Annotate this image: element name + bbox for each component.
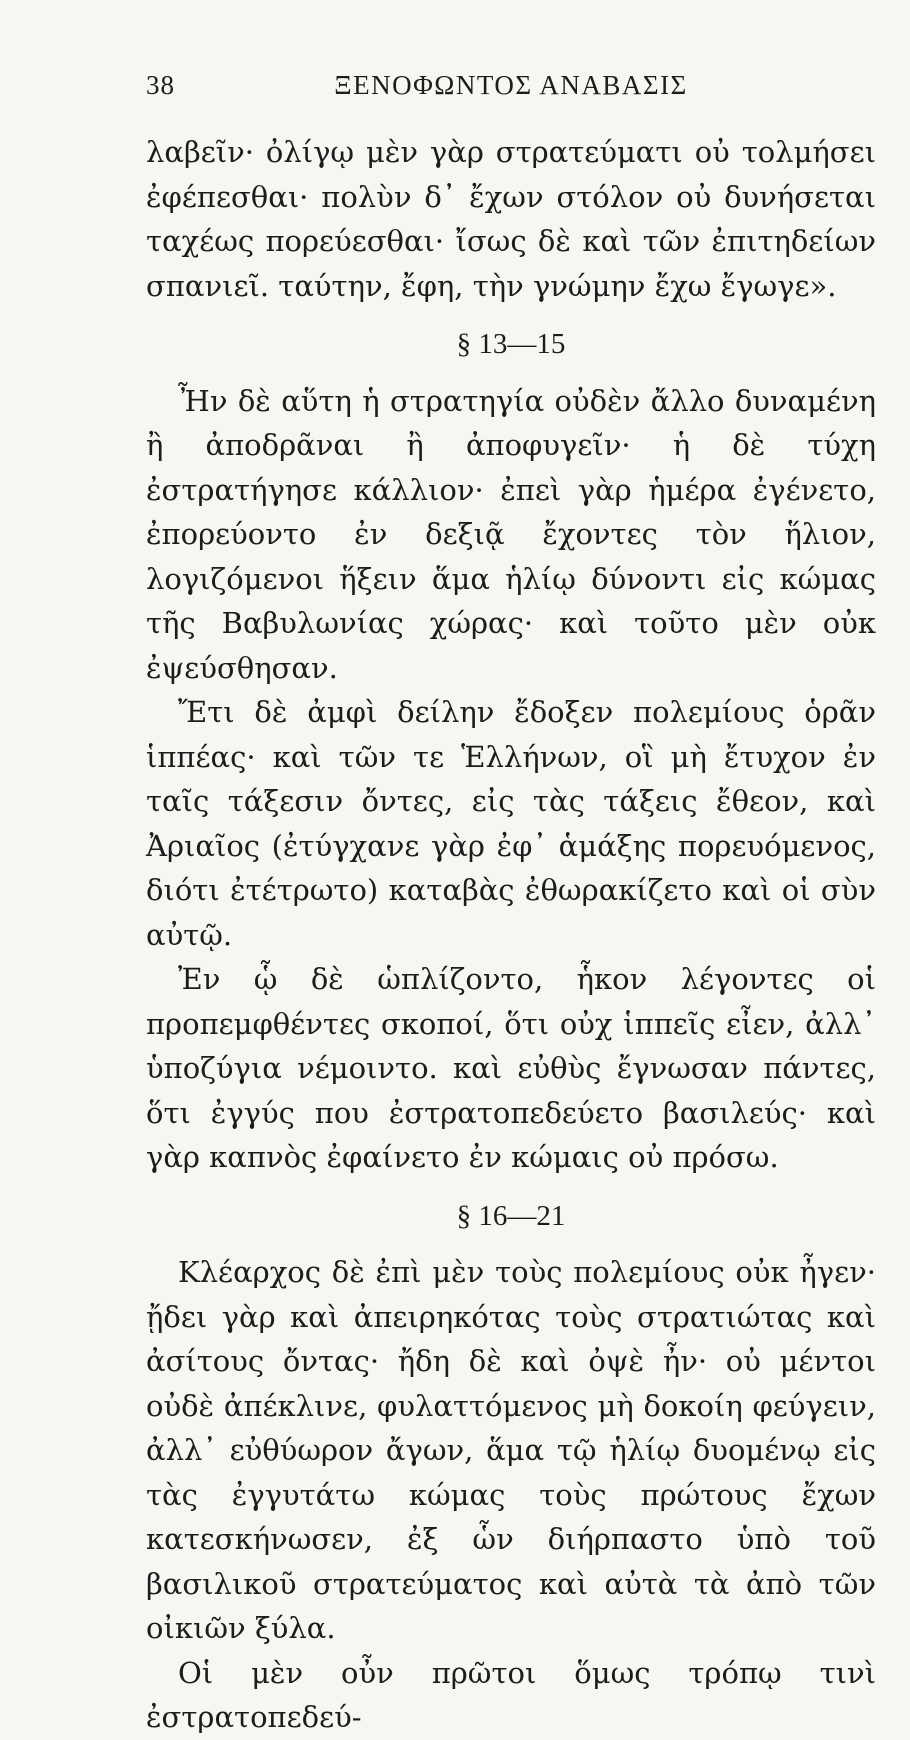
paragraph: λαβεῖν· ὀλίγῳ μὲν γὰρ στρατεύματι οὐ τολμήσει ἐφέπεσθαι· πολὺν δ᾽ ἔχων στόλον οὐ δυνήσεται ταχέως πορεύεσθαι· ἴσως δὲ καὶ τῶν ἐπιτηδείων σπανιεῖ. ταύτην, ἔφη, τὴν γνώμην ἔχω ἔγωγε». — [146, 135, 876, 303]
page-number: 38 — [146, 70, 175, 100]
paragraph: Ἔτι δὲ ἀμφὶ δείλην ἔδοξεν πολεμίους ὁρᾶν ἱππέας· καὶ τῶν τε Ἑλλήνων, οἳ μὴ ἔτυχον ἐν ταῖς τάξεσιν ὄντες, εἰς τὰς τάξεις ἔθεον, καὶ Ἀριαῖος (ἐτύγχανε γὰρ ἐφ᾽ ἁμάξης πορευόμενος, διότι ἐτέτρωτο) καταβὰς ἐθωρακίζετο καὶ οἱ σὺν αὐτῷ. — [146, 695, 876, 952]
running-title: ΞΕΝΟΦΩΝΤΟΣ ΑΝΑΒΑΣΙΣ — [334, 70, 688, 100]
paragraph: Κλέαρχος δὲ ἐπὶ μὲν τοὺς πολεμίους οὐκ ἦγεν· ᾔδει γὰρ καὶ ἀπειρηκότας τοὺς στρατιώτας καὶ ἀσίτους ὄντας· ἤδη δὲ καὶ ὀψὲ ἦν· οὐ μέντοι οὐδὲ ἀπέκλινε, φυλαττόμενος μὴ δοκοίη φεύγειν, ἀλλ᾽ εὐθύωρον ἄγων, ἅμα τῷ ἡλίῳ δυομένῳ εἰς τὰς ἐγγυτάτω κώμας τοὺς πρώτους ἔχων κατεσκήνωσεν, ἐξ ὧν διήρπαστο ὑπὸ τοῦ βασιλικοῦ στρατεύματος καὶ αὐτὰ τὰ ἀπὸ τῶν οἰκιῶν ξύλα. — [146, 1255, 876, 1645]
section-heading: § 16—21 — [456, 1199, 566, 1232]
paragraph: Ἦν δὲ αὕτη ἡ στρατηγία οὐδὲν ἄλλο δυναμένη ἢ ἀποδρᾶναι ἢ ἀποφυγεῖν· ἡ δὲ τύχη ἐστρατήγησε κάλλιον· ἐπεὶ γὰρ ἡμέρα ἐγένετο, ἐπορεύοντο ἐν δεξιᾷ ἔχοντες τὸν ἥλιον, λογιζόμενοι ἥξειν ἅμα ἡλίῳ δύνοντι εἰς κώμας τῆς Βαβυλωνίας χώρας· καὶ τοῦτο μὲν οὐκ ἐψεύσθησαν. — [146, 383, 876, 685]
section-heading: § 13—15 — [456, 328, 566, 360]
paragraph: Οἱ μὲν οὖν πρῶτοι ὅμως τρόπῳ τινὶ ἐστρατοπεδεύ- — [146, 1655, 876, 1734]
paragraph: Ἐν ᾧ δὲ ὡπλίζοντο, ἧκον λέγοντες οἱ προπεμφθέντες σκοποί, ὅτι οὐχ ἱππεῖς εἶεν, ἀλλ᾽ ὑποζύγια νέμοιντο. καὶ εὐθὺς ἔγνωσαν πάντες, ὅτι ἐγγύς που ἐστρατοπεδεύετο βασιλεύς· καὶ γὰρ καπνὸς ἐφαίνετο ἐν κώμαις οὐ πρόσω. — [146, 962, 876, 1174]
page-header — [146, 70, 876, 112]
page-body — [146, 130, 876, 1740]
